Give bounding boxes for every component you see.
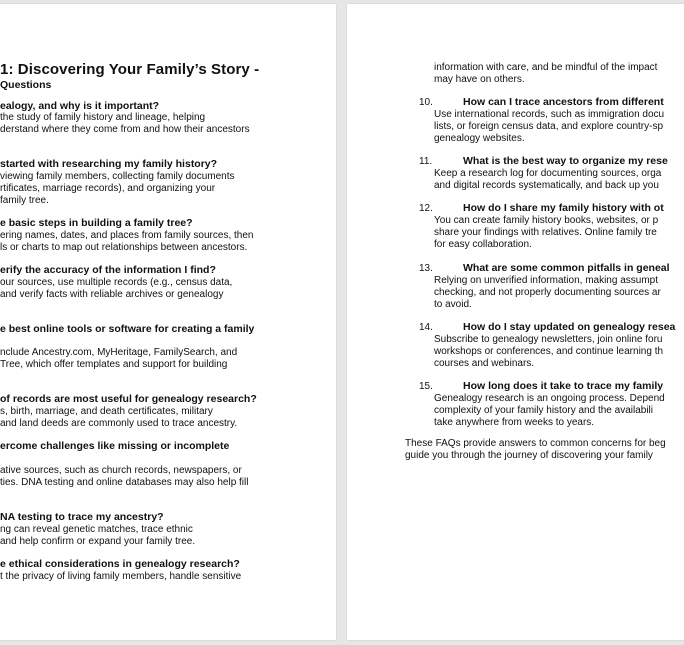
faq-number: 15.	[419, 381, 433, 392]
faq-answer-line: Keep a research log for documenting sources, orga	[434, 168, 662, 179]
faq-answer-line: genealogy websites.	[434, 133, 525, 144]
faq-answer-line: and digital records systematically, and back up you	[434, 180, 659, 191]
faq-answer-line: our sources, use multiple records (e.g., census data,	[0, 277, 233, 288]
faq-answer-line: for easy collaboration.	[434, 239, 532, 250]
document-title: 1: Discovering Your Family’s Story -	[0, 61, 260, 78]
faq-answer-line: ls or charts to map out relationships between ancestors.	[0, 242, 248, 253]
faq-question: How long does it take to trace my family	[463, 380, 664, 392]
faq-answer-line: to avoid.	[434, 299, 472, 310]
faq-answer-line: rtificates, marriage records), and organizing your	[0, 183, 216, 194]
faq-answer-line: workshops or conferences, and continue learning th	[434, 346, 664, 357]
faq-number: 14.	[419, 322, 433, 333]
faq-answer-line: Use international records, such as immigration docu	[434, 109, 665, 120]
faq-answer-line: Tree, which offer templates and support for building	[0, 359, 228, 370]
faq-answer-line: ng can reveal genetic matches, trace ethnic	[0, 524, 193, 535]
faq-answer-line: family tree.	[0, 195, 49, 206]
faq-number: 10.	[419, 97, 433, 108]
faq-question: started with researching my family history?	[0, 158, 218, 170]
document-page-left[interactable]	[0, 4, 336, 640]
faq-answer-line: the study of family history and lineage, helping	[0, 112, 206, 123]
faq-question: What are some common pitfalls in geneal	[463, 262, 670, 274]
faq-question: ercome challenges like missing or incomplete	[0, 440, 230, 452]
faq-number: 13.	[419, 263, 433, 274]
faq-answer-line: may have on others.	[434, 74, 525, 85]
faq-question: e best online tools or software for creating a family	[0, 323, 255, 335]
faq-answer-line: Genealogy research is an ongoing process. Depend	[434, 393, 665, 404]
faq-question: of records are most useful for genealogy research?	[0, 393, 257, 405]
faq-answer-line: checking, and not properly documenting sources ar	[434, 287, 661, 298]
faq-answer-line: ering names, dates, and places from family sources, then	[0, 230, 254, 241]
faq-question: e ethical considerations in genealogy research?	[0, 558, 240, 570]
faq-question: How do I share my family history with ot	[463, 202, 664, 214]
faq-answer-line: and verify facts with reliable archives or genealogy	[0, 289, 224, 300]
faq-number: 12.	[419, 203, 433, 214]
faq-question: NA testing to trace my ancestry?	[0, 511, 164, 523]
faq-answer-line: complexity of your family history and the availabili	[434, 405, 653, 416]
faq-question: e basic steps in building a family tree?	[0, 217, 193, 229]
faq-answer-line: take anywhere from weeks to years.	[434, 417, 595, 428]
document-page-right[interactable]	[347, 4, 684, 640]
document-subtitle: Questions	[0, 79, 52, 91]
faq-answer-line: and land deeds are commonly used to trace ancestry.	[0, 418, 238, 429]
faq-answer-line: and help confirm or expand your family tree.	[0, 536, 196, 547]
faq-answer-line: derstand where they come from and how their ancestors	[0, 124, 250, 135]
faq-answer-line: You can create family history books, websites, or p	[434, 215, 659, 226]
faq-question: ealogy, and why is it important?	[0, 100, 160, 112]
faq-question: How can I trace ancestors from different	[463, 96, 664, 108]
faq-number: 11.	[419, 156, 433, 167]
faq-answer-line: Subscribe to genealogy newsletters, join online foru	[434, 334, 663, 345]
faq-answer-line: ative sources, such as church records, newspapers, or	[0, 465, 242, 476]
faq-answer-line: nclude Ancestry.com, MyHeritage, FamilySearch, and	[0, 347, 238, 358]
faq-answer-line: courses and webinars.	[434, 358, 535, 369]
faq-answer-line: t the privacy of living family members, handle sensitive	[0, 571, 242, 582]
faq-question: erify the accuracy of the information I find?	[0, 264, 216, 276]
faq-question: How do I stay updated on genealogy resea	[463, 321, 676, 333]
faq-answer-line: Relying on unverified information, making assumpt	[434, 275, 658, 286]
faq-answer-line: ties. DNA testing and online databases may also help fill	[0, 477, 249, 488]
faq-answer-line: s, birth, marriage, and death certificates, military	[0, 406, 213, 417]
faq-answer-line: lists, or foreign census data, and explore country-sp	[434, 121, 664, 132]
faq-question: What is the best way to organize my rese	[463, 155, 668, 167]
closing-paragraph-line: These FAQs provide answers to common concerns for beg	[405, 438, 666, 449]
faq-answer-line: share your findings with relatives. Online family tre	[434, 227, 657, 238]
faq-answer-line: viewing family members, collecting family documents	[0, 171, 235, 182]
closing-paragraph-line: guide you through the journey of discovering your family	[405, 450, 653, 461]
faq-answer-line: information with care, and be mindful of the impact	[434, 62, 658, 73]
